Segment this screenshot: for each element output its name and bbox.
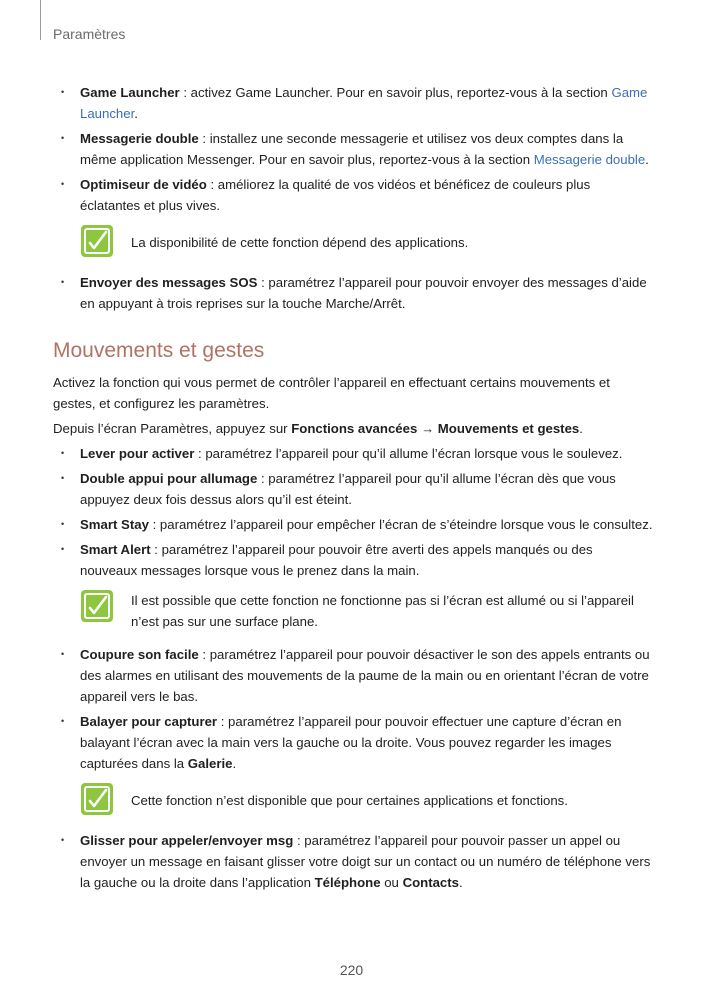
pencil-note-icon xyxy=(80,782,114,816)
list-item-smart-stay xyxy=(53,514,653,535)
app-name-telephone: Téléphone xyxy=(314,875,381,890)
list-item-glisser-appeler: • Glisser pour appeler/envoyer msg : paramétrez l’appareil pour pouvoir passer un appel ou envoyer un message en faisant glisser votre doigt sur un contact ou un numéro de téléphone vers la gauche ou la droite dans l’application Téléphone ou Contacts. xyxy=(53,830,653,893)
item-text: : paramétrez l’appareil pour pouvoir passer un appel ou envoyer un message en faisant glisser votre doigt sur un contact ou un numéro de téléphone vers la gauche ou la droite dans l’application xyxy=(80,833,651,890)
item-text: : installez une seconde messagerie et utilisez vos deux comptes dans la même application Messenger. Pour en savoir plus, reportez-vous à la section xyxy=(80,131,624,167)
list-item-game-launcher: • Game Launcher : activez Game Launcher. Pour en savoir plus, reportez-vous à la section Game Launcher. xyxy=(53,82,653,124)
item-term: Envoyer des messages SOS xyxy=(80,275,258,290)
app-name-galerie: Galerie xyxy=(187,756,233,771)
item-text: : paramétrez l’appareil pour qu’il allume l’écran lorsque vous le soulevez. xyxy=(194,446,623,461)
item-term: Smart Stay xyxy=(80,517,149,532)
item-text: : paramétrez l’appareil pour empêcher l’écran de s’éteindre lorsque vous le consultez. xyxy=(148,517,653,532)
path-motions-gestures: Mouvements et gestes xyxy=(437,421,580,436)
section-link-game-launcher[interactable]: Game Launcher xyxy=(80,85,648,121)
item-term: Game Launcher xyxy=(80,85,180,100)
item-term: Glisser pour appeler/envoyer msg xyxy=(80,833,294,848)
note-box-3 xyxy=(80,782,653,818)
note-box-2 xyxy=(80,589,653,632)
section-title: Mouvements et gestes xyxy=(53,339,265,362)
list-item-lever-activer xyxy=(53,443,653,464)
item-text: : paramétrez l’appareil pour pouvoir être averti des appels manqués ou des nouveaux messages lorsque vous le prenez dans la main. xyxy=(80,542,593,578)
list-item-messagerie-double: • Messagerie double : installez une seconde messagerie et utilisez vos deux comptes dans la même application Messenger. Pour en savoir plus, reportez-vous à la section Messagerie double. xyxy=(53,128,653,170)
item-term: Coupure son facile xyxy=(80,647,199,662)
item-term: Balayer pour capturer xyxy=(80,714,218,729)
item-term: Double appui pour allumage xyxy=(80,471,258,486)
list-item-smart-alert xyxy=(53,539,653,581)
item-text: : paramétrez l’appareil pour pouvoir désactiver le son des appels entrants ou des alarmes en utilisant des mouvements de la paume de la main ou en orientant l’écran de votre appareil vers le bas. xyxy=(80,647,650,704)
section-link-messagerie-double[interactable]: Messagerie double xyxy=(533,152,646,167)
navigation-path: Depuis l’écran Paramètres, appuyez sur Fonctions avancées → Mouvements et gestes. xyxy=(53,421,583,436)
list-item-balayer-capturer: • Balayer pour capturer : paramétrez l’appareil pour pouvoir effectuer une capture d’écran en balayant l’écran avec la main vers la gauche ou la droite. Vous pouvez regarder les images capturées dans la Galerie. xyxy=(53,711,653,774)
list-item-coupure-son xyxy=(53,644,653,707)
list-item-sos xyxy=(53,272,653,314)
page-number: 220 xyxy=(339,962,364,978)
settings-list-4 xyxy=(53,644,653,774)
settings-list-5 xyxy=(53,830,653,893)
list-item-optimiseur-video xyxy=(53,174,653,216)
note-text: Il est possible que cette fonction ne fonctionne pas si l’écran est allumé ou si l’appareil n’est pas sur une surface plane. xyxy=(131,593,634,629)
item-text: : paramétrez l’appareil pour pouvoir effectuer une capture d’écran en balayant l’écran avec la main vers la gauche ou la droite. Vous pouvez regarder les images capturées dans la xyxy=(80,714,622,771)
settings-list-3 xyxy=(53,443,653,581)
item-term: Optimiseur de vidéo xyxy=(80,177,207,192)
item-term: Smart Alert xyxy=(80,542,151,557)
list-item-double-appui xyxy=(53,468,653,510)
item-text: : paramétrez l’appareil pour qu’il allume l’écran dès que vous appuyez deux fois dessus alors qu’il est éteint. xyxy=(80,471,616,507)
item-text: : améliorez la qualité de vos vidéos et bénéficez de couleurs plus éclatantes et plus vives. xyxy=(80,177,591,213)
section-intro: Activez la fonction qui vous permet de contrôler l’appareil en effectuant certains mouvements et gestes, et configurez les paramètres. xyxy=(53,375,610,411)
item-term: Messagerie double xyxy=(80,131,199,146)
note-text: Cette fonction n’est disponible que pour certaines applications et fonctions. xyxy=(131,793,568,808)
page-header-title: Paramètres xyxy=(53,26,126,42)
item-term: Lever pour activer xyxy=(80,446,195,461)
page-content xyxy=(53,82,653,897)
path-advanced-features: Fonctions avancées xyxy=(291,421,418,436)
header-divider xyxy=(40,0,41,40)
pencil-note-icon xyxy=(80,589,114,623)
pencil-note-icon xyxy=(80,224,114,258)
note-box-1 xyxy=(80,224,653,260)
item-text: : paramétrez l’appareil pour pouvoir envoyer des messages d’aide en appuyant à trois reprises sur la touche Marche/Arrêt. xyxy=(80,275,647,311)
arrow-icon: → xyxy=(417,421,438,436)
app-name-contacts: Contacts xyxy=(402,875,459,890)
settings-list-1 xyxy=(53,82,653,216)
item-text: : activez Game Launcher. Pour en savoir plus, reportez-vous à la section xyxy=(179,85,612,100)
note-text: La disponibilité de cette fonction dépend des applications. xyxy=(131,235,469,250)
settings-list-2 xyxy=(53,272,653,314)
